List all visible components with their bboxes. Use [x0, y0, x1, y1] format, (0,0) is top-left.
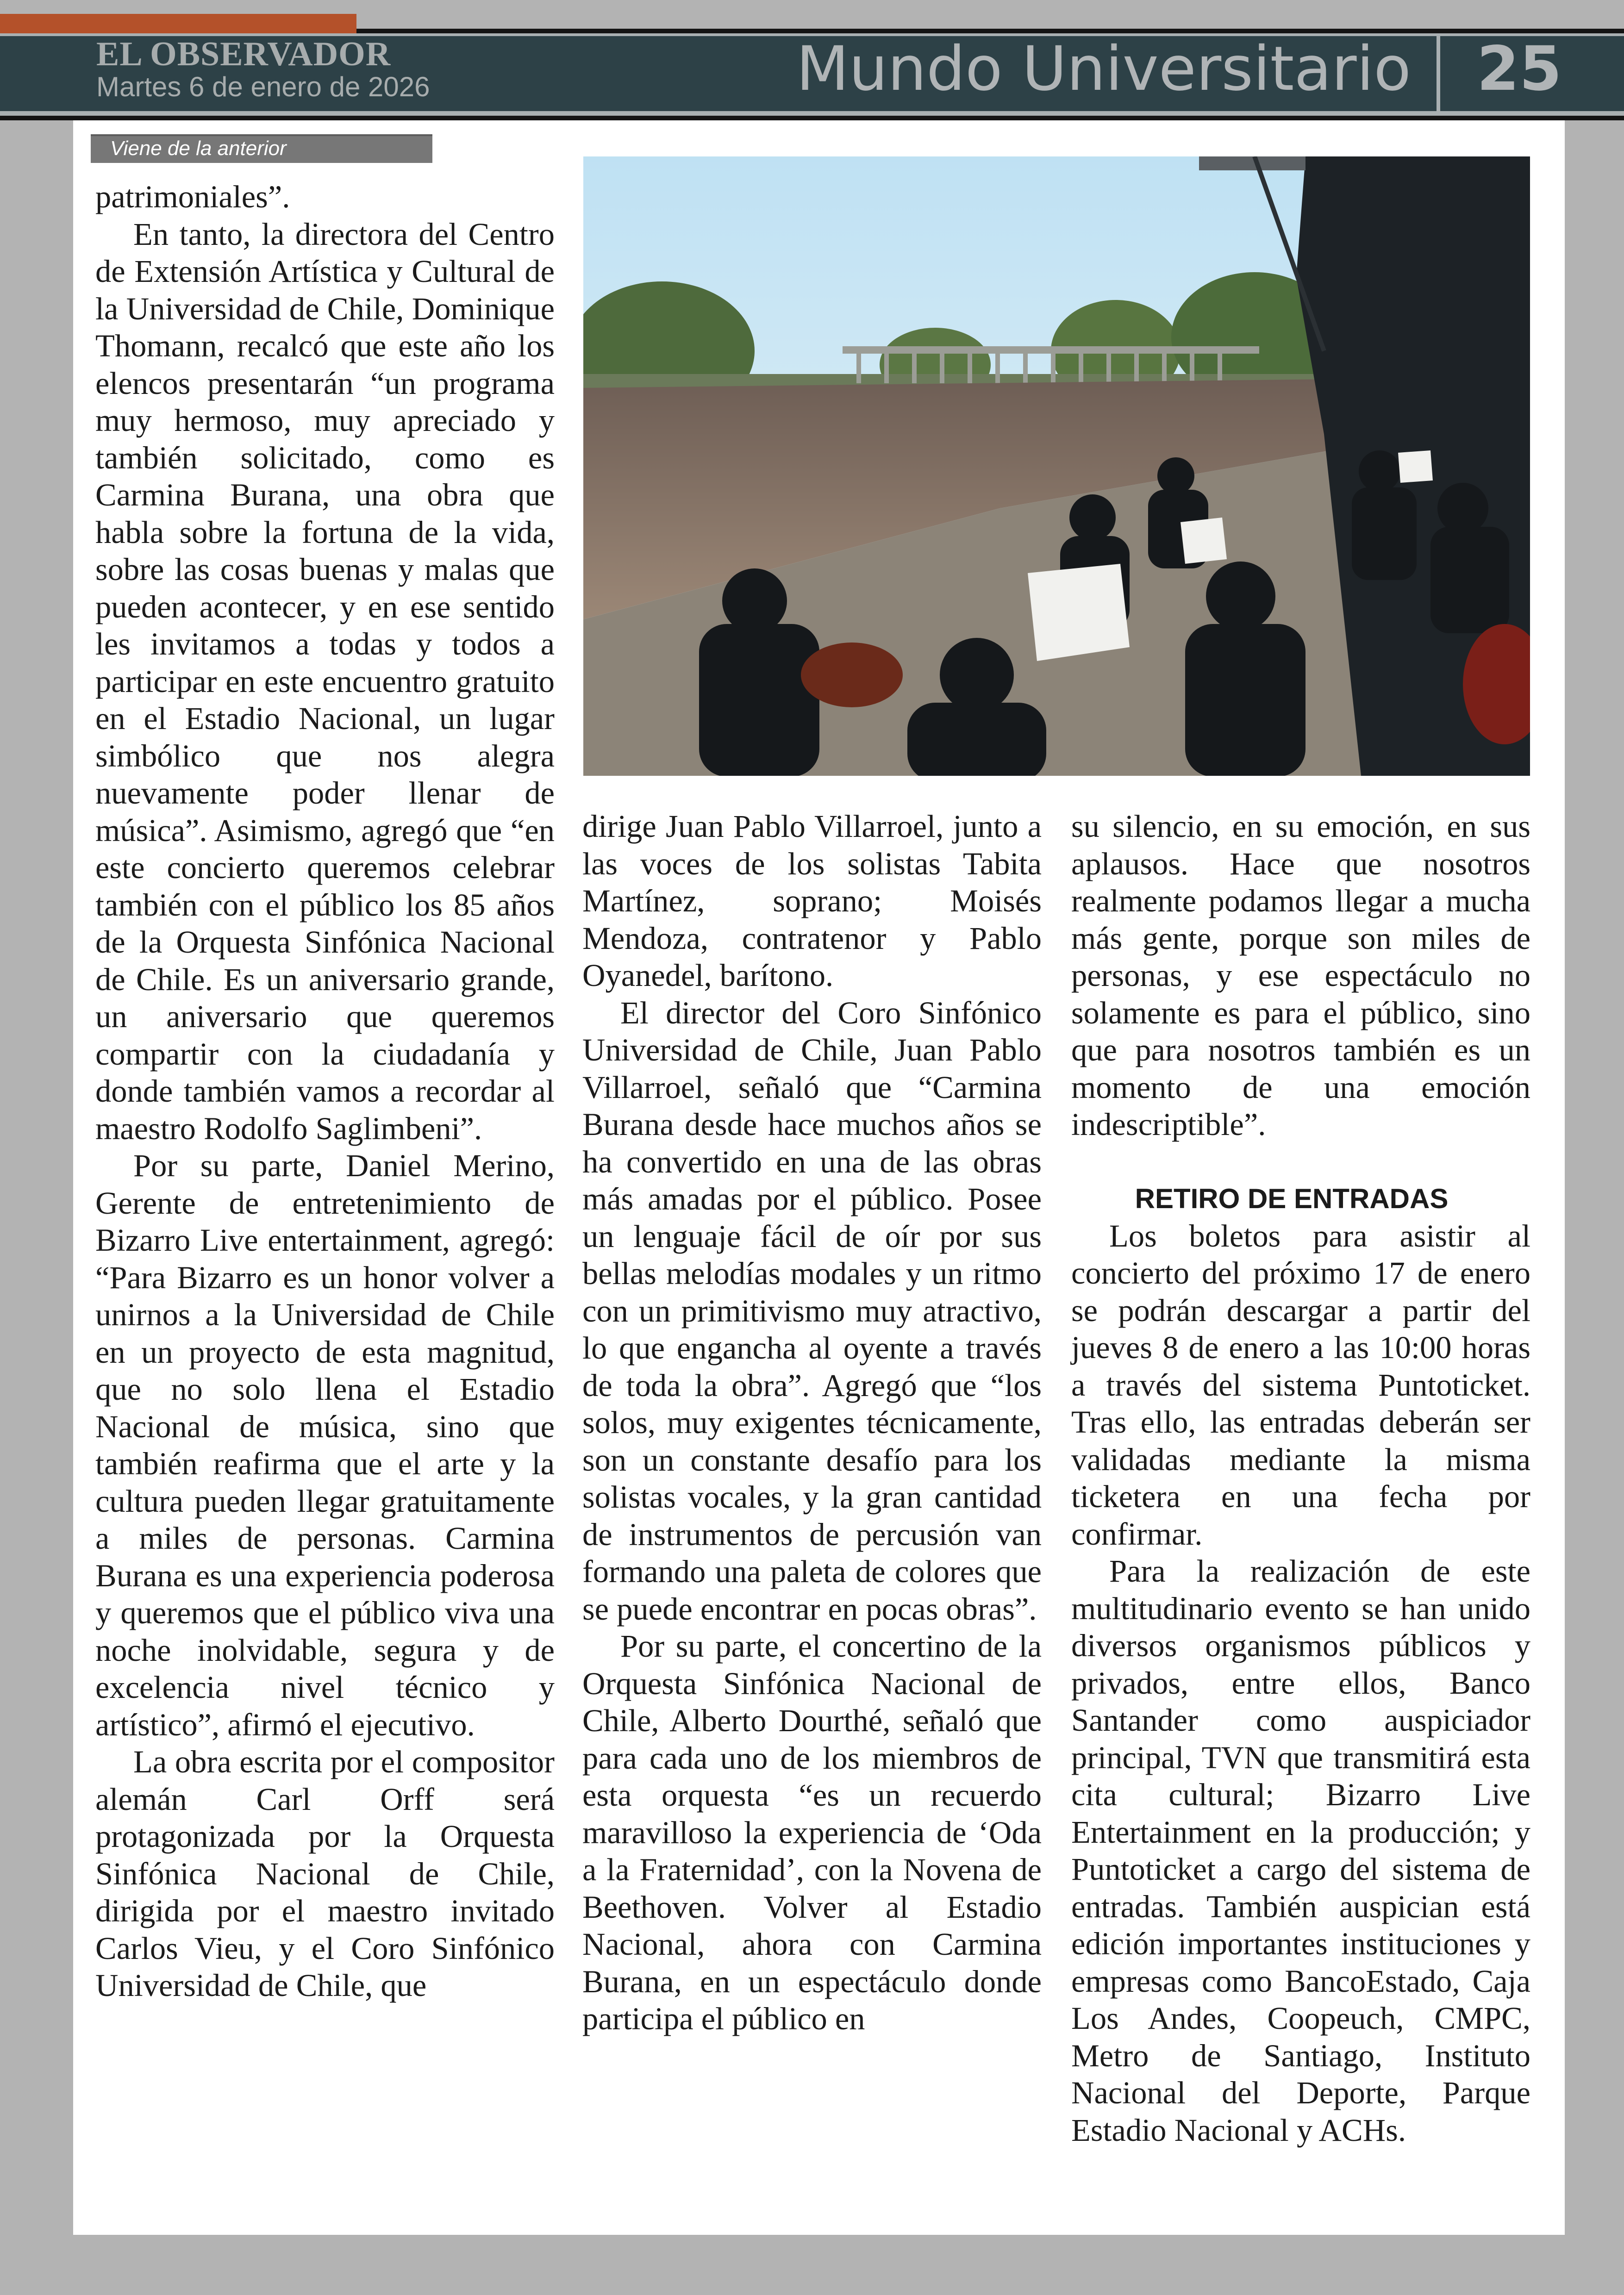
- paragraph: Los boletos para asistir al concierto del próximo 17 de enero se podrán descargar a partir del jueves 8 de enero a las 10:00 horas a través del sistema Puntoticket. Tras ello, las entradas deberán ser validadas mediante la misma ticketera en una fecha por confirmar.: [1071, 1218, 1530, 1552]
- accent-bar: [0, 14, 356, 33]
- paragraph: patrimoniales”.: [95, 179, 290, 214]
- paragraph: Por su parte, el concertino de la Orquesta Sinfónica Nacional de Chile, Alberto Dourthé, señaló que para cada uno de los miembros de esta orquesta “es un recuerdo maravilloso la experiencia de ‘Oda a la Fraternidad’, con la Novena de Beethoven. Volver al Estadio Nacional, ahora con Carmina Burana, en un espectáculo donde participa el público en: [582, 1628, 1042, 2036]
- article-column-2: [582, 808, 1042, 2038]
- paragraph: Por su parte, Daniel Merino, Gerente de entretenimiento de Bizarro Live entertainment, agregó: “Para Bizarro es un honor volver a unirnos a la Universidad de Chile en un proyecto de esta magnitud, que no solo llena el Estadio Nacional de música, sino que también reafirma que el arte y la cultura pueden llegar gratuitamente a miles de personas. Carmina Burana es una experiencia poderosa y queremos que el público viva una noche inolvidable, segura y de excelencia nivel técnico y artístico”, afirmó el ejecutivo.: [95, 1148, 555, 1742]
- article-column-1: [95, 178, 555, 2004]
- continued-label: Viene de la anterior: [91, 134, 432, 163]
- paragraph: Para la realización de este multitudinario evento se han unido diversos organismos públicos y privados, entre ellos, Banco Santander como auspiciador principal, TVN que transmitirá esta cita cultural; Bizarro Live Entertainment en la producción; y Puntoticket a cargo del sistema de entradas. También auspician está edición importantes instituciones y empresas como BancoEstado, Caja Los Andes, Coopeuch, CMPC, Metro de Santiago, Instituto Nacional del Deporte, Parque Estadio Nacional y ACHs.: [1071, 1553, 1530, 2148]
- paragraph: su silencio, en su emoción, en sus aplausos. Hace que nosotros realmente podamos llegar a mucha más gente, porque son miles de personas, y ese espectáculo no solamente es para el público, sino que para nosotros también es un momento de una emoción indescriptible”.: [1071, 809, 1530, 1142]
- article-column-3: [1071, 808, 1530, 2149]
- header-divider: [1437, 36, 1440, 113]
- paragraph: La obra escrita por el compositor alemán Carl Orff será protagonizada por la Orquesta Sinfónica Nacional de Chile, dirigida por el maestro invitado Carlos Vieu, y el Coro Sinfónico Universidad de Chile, que: [95, 1744, 555, 2003]
- page-number: 25: [1477, 33, 1562, 105]
- subheading: RETIRO DE ENTRADAS: [1135, 1183, 1449, 1214]
- cello: [801, 642, 903, 707]
- header-rule-bottom: [0, 116, 1624, 120]
- paragraph: dirige Juan Pablo Villarroel, junto a las voces de los solistas Tabita Martínez, soprano; Moisés Mendoza, contratenor y Pablo Oyanedel, barítono.: [582, 809, 1042, 993]
- concert-photo-illustration: [583, 156, 1530, 776]
- issue-date: Martes 6 de enero de 2026: [96, 71, 430, 102]
- concert-photo: [583, 156, 1530, 776]
- newspaper-masthead: EL OBSERVADOR: [96, 35, 391, 73]
- header-rule-top: [356, 29, 1624, 33]
- section-title: Mundo Universitario: [796, 33, 1411, 105]
- paragraph: En tanto, la directora del Centro de Extensión Artística y Cultural de la Universidad de Chile, Dominique Thomann, recalcó que este año los elencos presentarán “un programa muy hermoso, muy apreciado y también solicitado, como es Carmina Burana, una obra que habla sobre la fortuna de la vida, sobre las cosas buenas y malas que pueden acontecer, y en ese sentido les invitamos a todas y todos a participar en este encuentro gratuito en el Estadio Nacional, un lugar simbólico que nos alegra nuevamente poder llenar de música”. Asimismo, agregó que “en este concierto queremos celebrar también con el público los 85 años de la Orquesta Sinfónica Nacional de Chile. Es un aniversario grande, un aniversario que queremos compartir con la ciudadanía y donde también vamos a recordar al maestro Rodolfo Saglimbeni”.: [95, 216, 555, 1146]
- paragraph: El director del Coro Sinfónico Universidad de Chile, Juan Pablo Villarroel, señaló que “Carmina Burana desde hace muchos años se ha convertido en una de las obras más amadas por el público. Posee un lenguaje fácil de oír por sus bellas melodías modales y un ritmo con un primitivismo muy atractivo, lo que engancha al oyente a través de toda la obra”. Agregó que “los solos, muy exigentes técnicamente, son un constante desafío para los solistas vocales, y la gran cantidad de instrumentos de percusión van formando una paleta de colores que se puede encontrar en pocas obras”.: [582, 995, 1042, 1627]
